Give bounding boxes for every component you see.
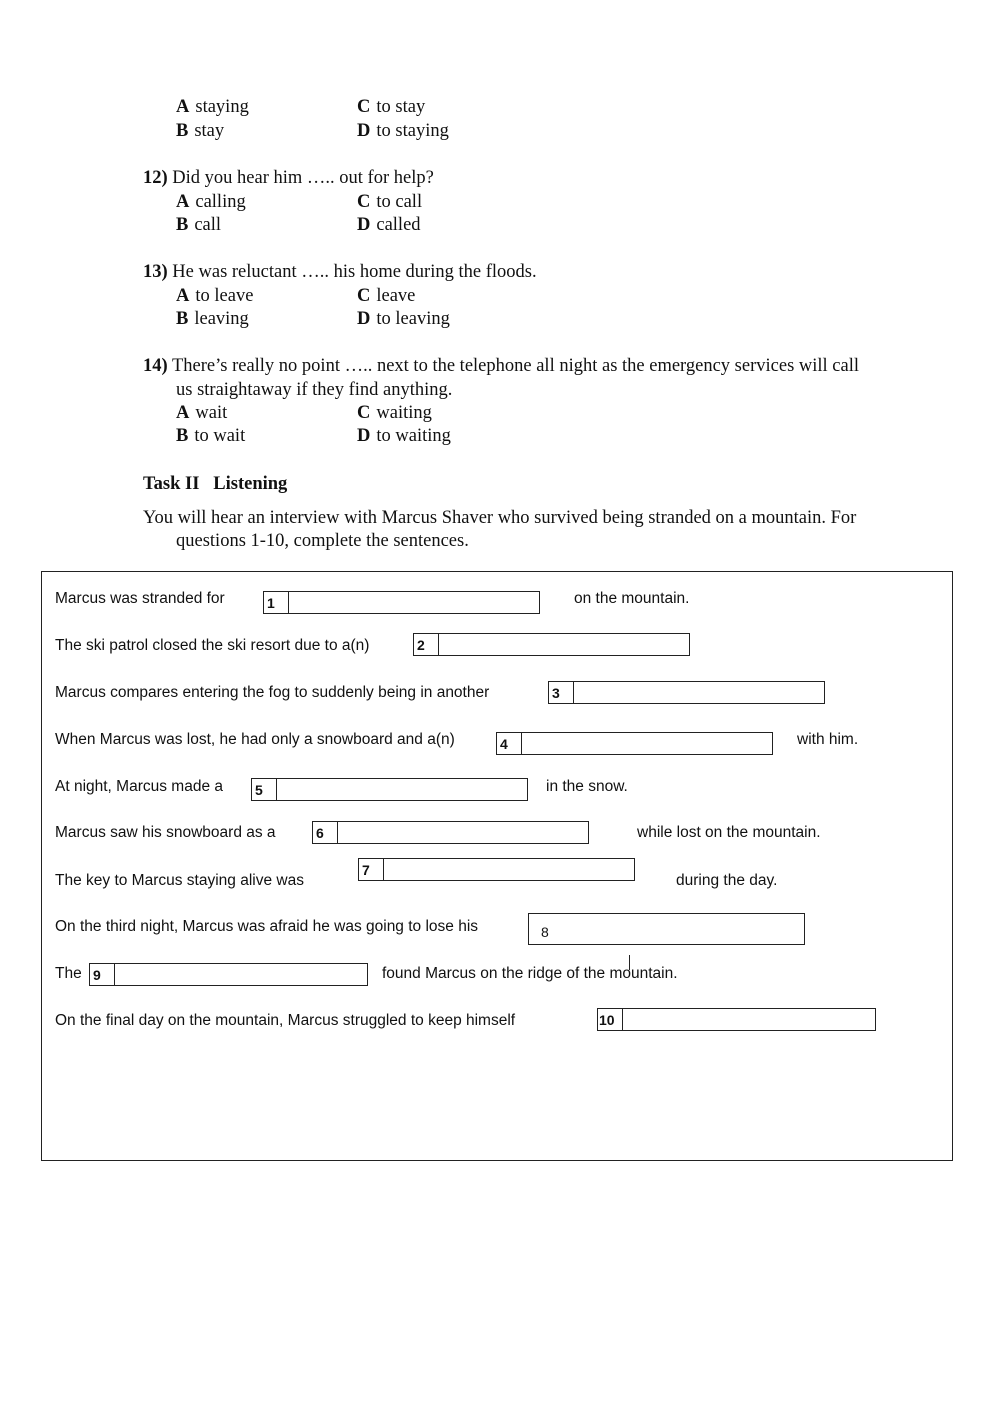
box-number: 4: [500, 736, 508, 752]
option-text: to staying: [376, 121, 449, 141]
sentence-3-text: Marcus compares entering the fog to suddenly being in another: [55, 684, 490, 701]
sentence-7-text: The key to Marcus staying alive was: [55, 872, 304, 889]
option-d: D to waiting: [357, 426, 451, 446]
sentence-7-after: during the day.: [676, 872, 778, 889]
option-text: to stay: [376, 97, 426, 117]
option-a: A wait: [176, 403, 228, 423]
stray-line: [629, 955, 630, 970]
sentence-1-text: Marcus was stranded for: [55, 590, 225, 607]
sentence-8-text: On the third night, Marcus was afraid he was going to lose his: [55, 918, 479, 935]
box-number: 8: [541, 924, 549, 940]
option-c: C waiting: [357, 403, 432, 423]
sentence-5-after: in the snow.: [546, 778, 628, 795]
sentence-4-text: When Marcus was lost, he had only a snowboard and a(n): [55, 731, 455, 748]
option-c: C leave: [357, 286, 416, 306]
task-intro-cont: questions 1-10, complete the sentences.: [176, 531, 469, 551]
sentence-5-text: At night, Marcus made a: [55, 778, 223, 795]
option-d: D to leaving: [357, 309, 450, 329]
option-c: C to call: [357, 192, 423, 212]
box-number: 10: [599, 1012, 615, 1028]
option-b: B call: [176, 215, 222, 235]
sentence-6-after: while lost on the mountain.: [637, 824, 821, 841]
option-d: D to staying: [357, 121, 449, 141]
answer-box-2[interactable]: [413, 633, 690, 656]
option-b: B stay: [176, 121, 225, 141]
option-c: C to stay: [357, 97, 426, 117]
option-text: stay: [194, 121, 225, 141]
option-b: B leaving: [176, 309, 249, 329]
box-number: 1: [267, 595, 275, 611]
box-number: 2: [417, 637, 425, 653]
option-a: A staying: [176, 97, 249, 117]
question-14-cont: us straightaway if they find anything.: [176, 380, 453, 400]
answer-box-3[interactable]: [548, 681, 825, 704]
answer-box-8[interactable]: [528, 913, 805, 945]
answer-box-10[interactable]: [597, 1008, 876, 1031]
option-a: A calling: [176, 192, 246, 212]
sentence-6-text: Marcus saw his snowboard as a: [55, 824, 276, 841]
sentence-1-after: on the mountain.: [574, 590, 690, 607]
question-13: 13) He was reluctant ….. his home during the floods.: [143, 262, 537, 282]
answer-box-9[interactable]: [89, 963, 368, 986]
question-12: 12) Did you hear him ….. out for help?: [143, 168, 434, 188]
option-d: D called: [357, 215, 421, 235]
task-title: Task II Listening: [143, 474, 288, 494]
answer-box-5[interactable]: [251, 778, 528, 801]
option-text: staying: [195, 97, 249, 117]
answer-box-7[interactable]: [358, 858, 635, 881]
sentence-9-text: The: [55, 965, 82, 982]
box-number: 3: [552, 685, 560, 701]
box-number: 9: [93, 967, 101, 983]
answer-box-1[interactable]: [263, 591, 540, 614]
sentence-4-after: with him.: [797, 731, 859, 748]
box-number: 6: [316, 825, 324, 841]
answer-box-4[interactable]: [496, 732, 773, 755]
sentence-10-text: On the final day on the mountain, Marcus struggled to keep himself: [55, 1012, 516, 1029]
option-a: A to leave: [176, 286, 254, 306]
answer-box-6[interactable]: [312, 821, 589, 844]
sentence-2-text: The ski patrol closed the ski resort due to a(n): [55, 637, 370, 654]
box-number: 7: [362, 862, 370, 878]
option-b: B to wait: [176, 426, 246, 446]
question-14: 14) There’s really no point ….. next to the telephone all night as the emergency services will call: [143, 356, 859, 376]
box-number: 5: [255, 782, 263, 798]
sentence-9-after: found Marcus on the ridge of the mountain.: [382, 965, 678, 982]
task-intro: You will hear an interview with Marcus Shaver who survived being stranded on a mountain. For: [143, 508, 857, 528]
